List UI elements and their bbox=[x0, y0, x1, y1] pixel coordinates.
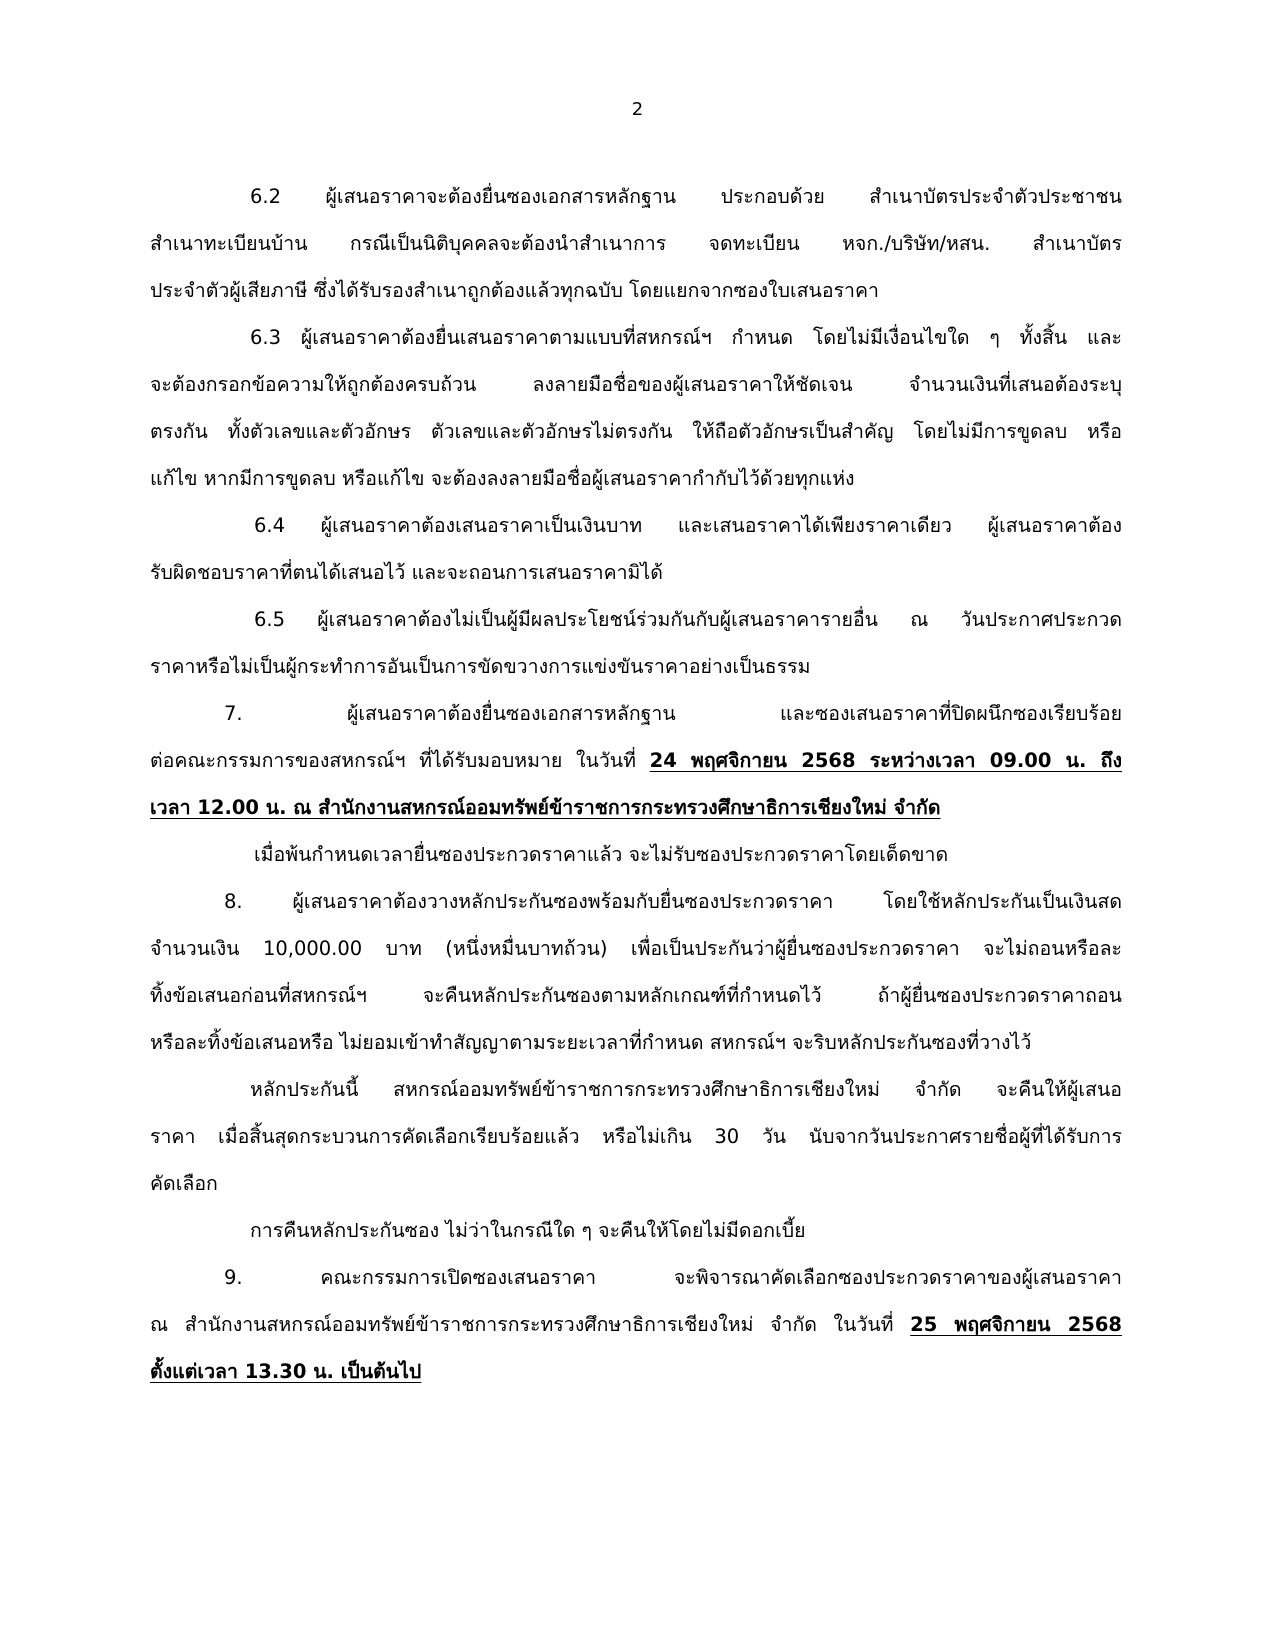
text-line: เมื่อพ้นกำหนดเวลายื่นซองประกวดราคาแล้ว จะไม่รับซองประกวดราคาโดยเด็ดขาด bbox=[254, 843, 949, 866]
clause-7 bbox=[150, 690, 1122, 831]
text-line: จำนวนเงิน 10,000.00 บาท (หนึ่งหมื่นบาทถ้วน) เพื่อเป็นประกันว่าผู้ยื่นซองประกวดราคา จะไม่ถอนหรือละ bbox=[150, 937, 1122, 960]
text-line: 8. ผู้เสนอราคาต้องวางหลักประกันซองพร้อมกับยื่นซองประกวดราคา โดยใช้หลักประกันเป็นเงินสด bbox=[224, 890, 1122, 913]
text-line: คัดเลือก bbox=[150, 1172, 218, 1195]
clause-9 bbox=[150, 1254, 1122, 1395]
text-line: 7. ผู้เสนอราคาต้องยื่นซองเอกสารหลักฐาน และซองเสนอราคาที่ปิดผนึกซองเรียบร้อย bbox=[224, 702, 1122, 725]
submission-date-time: 24 พฤศจิกายน 2568 ระหว่างเวลา 09.00 น. ถึง bbox=[649, 749, 1122, 772]
text-line: ทิ้งข้อเสนอก่อนที่สหกรณ์ฯ จะคืนหลักประกันซองตามหลักเกณฑ์ที่กำหนดไว้ ถ้าผู้ยื่นซองประกวดราคาถอน bbox=[150, 984, 1122, 1007]
text-line: จะต้องกรอกข้อความให้ถูกต้องครบถ้วน ลงลายมือชื่อของผู้เสนอราคาให้ชัดเจน จำนวนเงินที่เสนอต้องระบุ bbox=[150, 373, 1122, 396]
text-line: ราคาหรือไม่เป็นผู้กระทำการอันเป็นการขัดขวางการแข่งขันราคาอย่างเป็นธรรม bbox=[150, 655, 811, 678]
clause-7-note bbox=[150, 831, 1122, 878]
clause-8 bbox=[150, 878, 1122, 1066]
clause-8-refund bbox=[150, 1066, 1122, 1207]
clause-6-5 bbox=[150, 596, 1122, 690]
text-line: รับผิดชอบราคาที่ตนได้เสนอไว้ และจะถอนการเสนอราคามิได้ bbox=[150, 561, 663, 584]
text-line bbox=[150, 1348, 1122, 1395]
text-line: ราคา เมื่อสิ้นสุดกระบวนการคัดเลือกเรียบร้อยแล้ว หรือไม่เกิน 30 วัน นับจากวันประกาศรายชื่อผู้ที่ได้รับการ bbox=[150, 1125, 1122, 1148]
text-line bbox=[150, 1301, 1122, 1348]
text-line: หรือละทิ้งข้อเสนอหรือ ไม่ยอมเข้าทำสัญญาตามระยะเวลาที่กำหนด สหกรณ์ฯ จะริบหลักประกันซองที่วางไว้ bbox=[150, 1031, 1032, 1054]
text-line bbox=[150, 737, 1122, 784]
page-number: 2 bbox=[631, 99, 644, 120]
clause-6-2 bbox=[150, 173, 1122, 314]
text-line: การคืนหลักประกันซอง ไม่ว่าในกรณีใด ๆ จะคืนให้โดยไม่มีดอกเบี้ย bbox=[250, 1219, 806, 1242]
clause-6-4 bbox=[150, 502, 1122, 596]
clause-8-interest bbox=[150, 1207, 1122, 1254]
text-line: สำเนาทะเบียนบ้าน กรณีเป็นนิติบุคคลจะต้องนำสำเนาการ จดทะเบียน หจก./บริษัท/หสน. สำเนาบัตร bbox=[150, 232, 1122, 255]
text-line: 9. คณะกรรมการเปิดซองเสนอราคา จะพิจารณาคัดเลือกซองประกวดราคาของผู้เสนอราคา bbox=[224, 1266, 1122, 1289]
text-line: หลักประกันนี้ สหกรณ์ออมทรัพย์ข้าราชการกระทรวงศึกษาธิการเชียงใหม่ จำกัด จะคืนให้ผู้เสนอ bbox=[250, 1078, 1122, 1101]
text-line: ประจำตัวผู้เสียภาษี ซึ่งได้รับรองสำเนาถูกต้องแล้วทุกฉบับ โดยแยกจากซองใบเสนอราคา bbox=[150, 279, 879, 302]
text-line: 6.4 ผู้เสนอราคาต้องเสนอราคาเป็นเงินบาท และเสนอราคาได้เพียงราคาเดียว ผู้เสนอราคาต้อง bbox=[254, 514, 1122, 537]
text-line bbox=[150, 784, 1122, 831]
submission-location: เวลา 12.00 น. ณ สำนักงานสหกรณ์ออมทรัพย์ข้าราชการกระทรวงศึกษาธิการเชียงใหม่ จำกัด bbox=[150, 796, 941, 819]
text-line: ตรงกัน ทั้งตัวเลขและตัวอักษร ตัวเลขและตัวอักษรไม่ตรงกัน ให้ถือตัวอักษรเป็นสำคัญ โดยไม่มีการขูดลบ หรือ bbox=[150, 420, 1122, 443]
opening-time: ตั้งแต่เวลา 13.30 น. เป็นต้นไป bbox=[150, 1360, 422, 1383]
document-body bbox=[150, 173, 1122, 1395]
text-line: 6.2 ผู้เสนอราคาจะต้องยื่นซองเอกสารหลักฐาน ประกอบด้วย สำเนาบัตรประจำตัวประชาชน bbox=[250, 185, 1122, 208]
text-line: 6.3 ผู้เสนอราคาต้องยื่นเสนอราคาตามแบบที่สหกรณ์ฯ กำหนด โดยไม่มีเงื่อนไขใด ๆ ทั้งสิ้น และ bbox=[250, 326, 1122, 349]
text-line: แก้ไข หากมีการขูดลบ หรือแก้ไข จะต้องลงลายมือชื่อผู้เสนอราคากำกับไว้ด้วยทุกแห่ง bbox=[150, 467, 855, 490]
clause-6-3 bbox=[150, 314, 1122, 502]
text-segment: ต่อคณะกรรมการของสหกรณ์ฯ ที่ได้รับมอบหมาย ในวันที่ bbox=[150, 749, 650, 772]
text-line: 6.5 ผู้เสนอราคาต้องไม่เป็นผู้มีผลประโยชน์ร่วมกันกับผู้เสนอราคารายอื่น ณ วันประกาศประกวด bbox=[254, 608, 1122, 631]
text-segment: ณ สำนักงานสหกรณ์ออมทรัพย์ข้าราชการกระทรวงศึกษาธิการเชียงใหม่ จำกัด ในวันที่ bbox=[150, 1313, 911, 1336]
opening-date: 25 พฤศจิกายน 2568 bbox=[910, 1313, 1122, 1336]
